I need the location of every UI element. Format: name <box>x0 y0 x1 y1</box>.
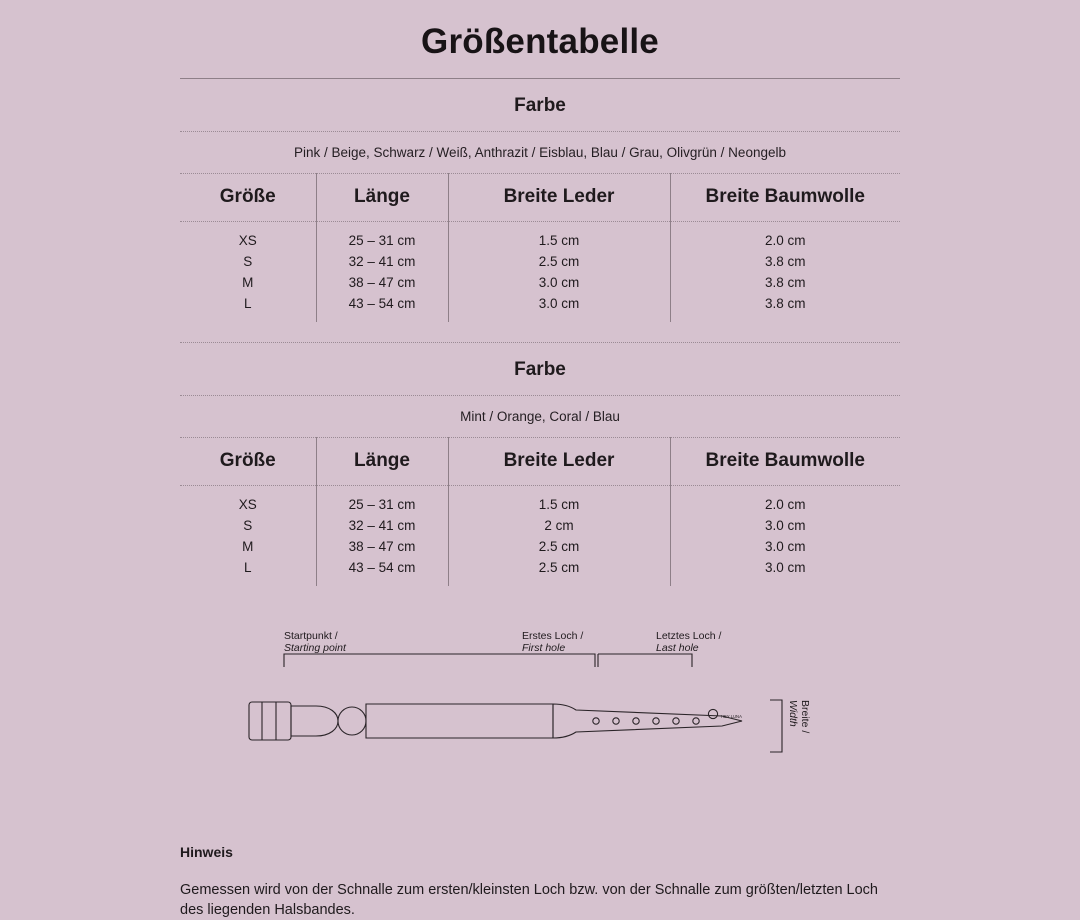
cell-leather: 1.5 cm <box>448 222 670 252</box>
cell-length: 38 – 47 cm <box>316 272 448 293</box>
cell-size: XS <box>238 497 257 512</box>
table-1-header-row <box>180 174 900 222</box>
cell-cotton: 3.8 cm <box>670 272 900 293</box>
cell-leather: 2.5 cm <box>448 557 670 586</box>
cell-size: L <box>243 296 252 311</box>
cell-size: S <box>243 518 253 533</box>
cell-length: 43 – 54 cm <box>316 293 448 322</box>
cell-length: 32 – 41 cm <box>316 251 448 272</box>
collar-measurement-diagram <box>0 622 1080 822</box>
bracket-width <box>770 700 782 752</box>
section-colors-1 <box>0 79 1080 343</box>
cell-leather: 1.5 cm <box>448 486 670 516</box>
cell-length: 38 – 47 cm <box>316 536 448 557</box>
cell-cotton: 2.0 cm <box>670 222 900 252</box>
table-row <box>180 272 900 293</box>
table-row <box>180 251 900 272</box>
label-last-de: Letztes Loch / <box>656 630 722 642</box>
hole-4 <box>653 718 659 724</box>
label-first-en: First hole <box>522 642 566 654</box>
bracket-first-to-last <box>598 654 692 667</box>
cell-cotton: 2.0 cm <box>670 486 900 516</box>
buckle-tongue <box>291 706 338 736</box>
label-width-de: Breite / <box>799 700 811 734</box>
table-2-col-length: Länge <box>316 438 448 486</box>
section-colors-2 <box>0 343 1080 586</box>
table-row <box>180 222 900 252</box>
table-row <box>180 293 900 322</box>
bracket-start-to-first <box>284 654 595 667</box>
hole-2 <box>613 718 619 724</box>
size-table-1 <box>180 173 900 322</box>
table-row <box>180 515 900 536</box>
table-1-col-size: Größe <box>180 174 316 222</box>
cell-length: 43 – 54 cm <box>316 557 448 586</box>
table-2-col-size: Größe <box>180 438 316 486</box>
cell-leather: 2 cm <box>448 515 670 536</box>
cell-leather: 3.0 cm <box>448 293 670 322</box>
cell-leather: 2.5 cm <box>448 536 670 557</box>
cell-leather: 2.5 cm <box>448 251 670 272</box>
hole-1 <box>593 718 599 724</box>
notes-body: Gemessen wird von der Schnalle zum ersten/kleinsten Loch bzw. von der Schnalle zum größten/letzten Loch des liegenden Halsbandes. <box>180 882 878 918</box>
brand-emblem-icon <box>708 709 717 718</box>
cell-leather: 3.0 cm <box>448 272 670 293</box>
table-2-header-row <box>180 438 900 486</box>
cell-size: XS <box>238 233 257 248</box>
cell-length: 25 – 31 cm <box>316 486 448 516</box>
cell-size: M <box>242 275 254 290</box>
label-width-en: Width <box>787 700 799 727</box>
label-start-en: Starting point <box>284 642 346 654</box>
cell-size: S <box>243 254 253 269</box>
cell-length: 32 – 41 cm <box>316 515 448 536</box>
label-last-en: Last hole <box>656 642 699 654</box>
cell-cotton: 3.8 cm <box>670 251 900 272</box>
table-1-col-length: Länge <box>316 174 448 222</box>
table-row <box>180 557 900 586</box>
hole-6 <box>693 718 699 724</box>
table-2-col-cotton: Breite Baumwolle <box>670 438 900 486</box>
strap-body <box>366 704 553 738</box>
cell-length: 25 – 31 cm <box>316 222 448 252</box>
table-row <box>180 536 900 557</box>
table-1-col-leather: Breite Leder <box>448 174 670 222</box>
cell-cotton: 3.0 cm <box>670 536 900 557</box>
buckle-frame <box>249 702 291 740</box>
notes-block <box>180 844 900 920</box>
label-start-de: Startpunkt / <box>284 630 338 642</box>
cell-size: L <box>243 560 252 575</box>
brand-label: HEY LUNA <box>721 714 742 719</box>
hole-3 <box>633 718 639 724</box>
cell-size: M <box>242 539 254 554</box>
section-2-color-list: Mint / Orange, Coral / Blau <box>460 409 620 424</box>
cell-cotton: 3.0 cm <box>670 515 900 536</box>
section-heading-2: Farbe <box>514 359 566 380</box>
cell-cotton: 3.0 cm <box>670 557 900 586</box>
table-1-col-cotton: Breite Baumwolle <box>670 174 900 222</box>
label-first-de: Erstes Loch / <box>522 630 584 642</box>
notes-title: Hinweis <box>180 844 233 860</box>
d-ring <box>338 707 366 735</box>
cell-cotton: 3.8 cm <box>670 293 900 322</box>
table-2-col-leather: Breite Leder <box>448 438 670 486</box>
section-1-color-list: Pink / Beige, Schwarz / Weiß, Anthrazit / Eisblau, Blau / Grau, Olivgrün / Neongelb <box>294 145 786 160</box>
hole-5 <box>673 718 679 724</box>
size-table-2 <box>180 437 900 586</box>
page-title: Größentabelle <box>421 22 659 61</box>
table-row <box>180 486 900 516</box>
section-heading-1: Farbe <box>514 95 566 116</box>
